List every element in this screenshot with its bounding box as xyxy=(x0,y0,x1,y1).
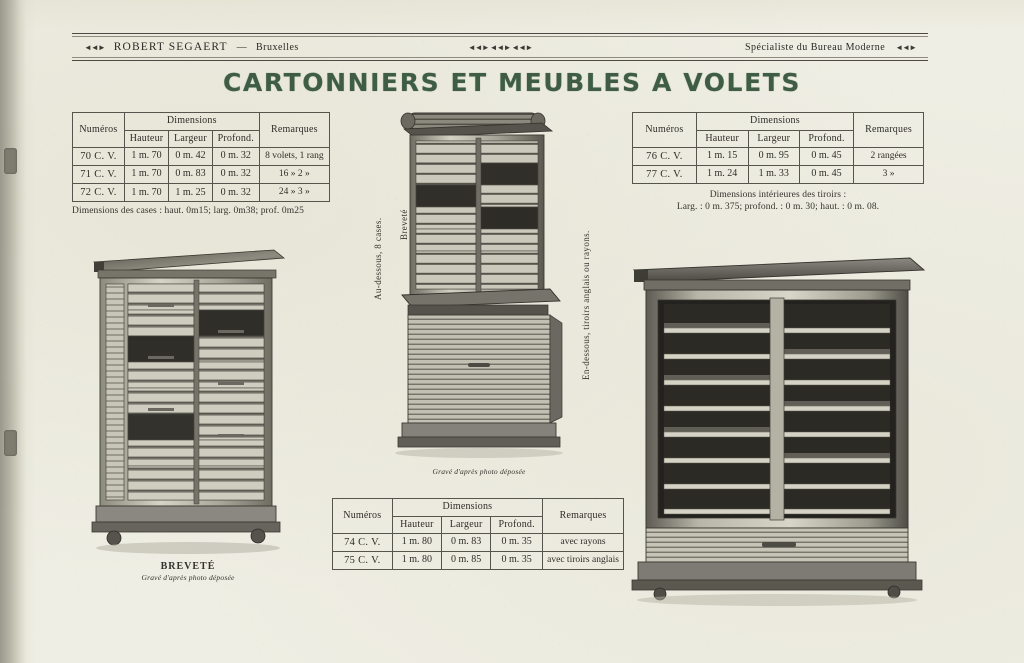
col-profond: Profond. xyxy=(212,130,259,148)
page-title: CARTONNIERS ET MEUBLES A VOLETS xyxy=(222,68,802,97)
table-header-row xyxy=(633,113,924,131)
table-row xyxy=(73,166,330,184)
col-profond: Profond. xyxy=(491,516,543,534)
binding-edge xyxy=(0,0,26,663)
cell-profond: 0 m. 32 xyxy=(212,148,259,166)
specs-table-right-container xyxy=(632,112,924,212)
figure-center-note-patent: Breveté xyxy=(399,209,409,240)
ornament-center-icon: ◄◄► ◄◄► ◄◄► xyxy=(467,42,533,52)
cell-remarques: avec rayons xyxy=(543,534,624,552)
specs-note-left: Dimensions des cases : haut. 0m15; larg. 0m38; prof. 0m25 xyxy=(72,206,304,217)
table-row xyxy=(633,148,924,166)
col-dimensions: Dimensions xyxy=(696,113,853,131)
col-hauteur: Hauteur xyxy=(696,130,748,148)
cell-remarques: 16 » 2 » xyxy=(259,166,329,184)
cell-hauteur: 1 m. 24 xyxy=(696,166,748,184)
figure-center-caption xyxy=(384,467,574,477)
col-numeros: Numéros xyxy=(633,113,697,148)
figure-center-note-below: En-dessous, tiroirs anglais ou rayons. xyxy=(581,230,591,380)
col-hauteur: Hauteur xyxy=(124,130,168,148)
binding-punch-bottom xyxy=(4,430,17,456)
table-row xyxy=(333,534,624,552)
figure-center-cabinet xyxy=(384,105,574,477)
cell-numero: 72 C. V. xyxy=(73,184,125,202)
col-largeur: Largeur xyxy=(169,130,213,148)
table-row xyxy=(73,148,330,166)
figure-left-caption xyxy=(88,560,288,583)
cell-largeur: 0 m. 85 xyxy=(442,552,491,570)
specs-table-bottom-container xyxy=(332,498,624,570)
table-row xyxy=(633,166,924,184)
col-profond: Profond. xyxy=(800,130,854,148)
figure-left-cabinet xyxy=(88,228,288,583)
illustration-cabinet-76cv xyxy=(624,248,930,608)
col-dimensions: Dimensions xyxy=(124,113,259,131)
col-largeur: Largeur xyxy=(442,516,491,534)
cell-numero: 76 C. V. xyxy=(633,148,697,166)
page-header xyxy=(72,33,928,61)
company-tagline: Spécialiste du Bureau Moderne xyxy=(744,41,886,53)
cell-profond: 0 m. 45 xyxy=(800,166,854,184)
table-header-row xyxy=(333,499,624,517)
specs-table-left-container xyxy=(72,112,330,216)
cell-profond: 0 m. 35 xyxy=(491,534,543,552)
figure-left-caption-title: BREVETÉ xyxy=(160,561,216,572)
col-hauteur: Hauteur xyxy=(392,516,441,534)
illustration-cabinet-74cv xyxy=(384,105,574,465)
company-city: Bruxelles xyxy=(255,41,299,53)
cell-hauteur: 1 m. 15 xyxy=(696,148,748,166)
col-remarques: Remarques xyxy=(543,499,624,534)
cell-hauteur: 1 m. 80 xyxy=(392,552,441,570)
specs-table-right xyxy=(632,112,924,184)
cell-largeur: 0 m. 42 xyxy=(169,148,213,166)
cell-remarques: 2 rangées xyxy=(854,148,924,166)
cell-profond: 0 m. 32 xyxy=(212,166,259,184)
cell-remarques: 24 » 3 » xyxy=(259,184,329,202)
specs-table-bottom xyxy=(332,498,624,570)
figure-right-cabinet xyxy=(624,248,930,608)
col-remarques: Remarques xyxy=(259,113,329,148)
cell-remarques: avec tiroirs anglais xyxy=(543,552,624,570)
table-row xyxy=(73,184,330,202)
figure-center-note-above: Au-dessous, 8 cases. xyxy=(373,217,383,300)
cell-remarques: 8 volets, 1 rang xyxy=(259,148,329,166)
binding-punch-top xyxy=(4,148,17,174)
specs-table-left xyxy=(72,112,330,202)
header-center xyxy=(72,42,928,53)
cell-numero: 77 C. V. xyxy=(633,166,697,184)
header-dash: — xyxy=(236,41,247,53)
cell-remarques: 3 » xyxy=(854,166,924,184)
cell-numero: 75 C. V. xyxy=(333,552,393,570)
cell-largeur: 0 m. 83 xyxy=(169,166,213,184)
cell-profond: 0 m. 45 xyxy=(800,148,854,166)
ornament-icon: ◄◄► xyxy=(84,42,105,52)
specs-note-right-1: Dimensions intérieures des tiroirs : xyxy=(709,190,847,201)
cell-largeur: 0 m. 83 xyxy=(442,534,491,552)
table-row xyxy=(333,552,624,570)
specs-note-right-2: Larg. : 0 m. 375; profond. : 0 m. 30; haut. : 0 m. 08. xyxy=(676,202,880,213)
illustration-cabinet-70cv xyxy=(88,228,288,558)
cell-hauteur: 1 m. 70 xyxy=(124,148,168,166)
company-name: ROBERT SEGAERT xyxy=(113,41,228,53)
figure-left-caption-sub: Gravé d'après photo déposée xyxy=(141,573,235,582)
cell-largeur: 0 m. 95 xyxy=(748,148,799,166)
col-remarques: Remarques xyxy=(854,113,924,148)
cell-largeur: 1 m. 33 xyxy=(748,166,799,184)
cell-profond: 0 m. 32 xyxy=(212,184,259,202)
ornament-right-icon: ◄◄► xyxy=(895,42,916,52)
col-dimensions: Dimensions xyxy=(392,499,542,517)
cell-profond: 0 m. 35 xyxy=(491,552,543,570)
col-numeros: Numéros xyxy=(73,113,125,148)
col-largeur: Largeur xyxy=(748,130,799,148)
cell-largeur: 1 m. 25 xyxy=(169,184,213,202)
cell-hauteur: 1 m. 70 xyxy=(124,184,168,202)
table-header-row xyxy=(73,113,330,131)
cell-numero: 71 C. V. xyxy=(73,166,125,184)
cell-numero: 70 C. V. xyxy=(73,148,125,166)
cell-numero: 74 C. V. xyxy=(333,534,393,552)
cell-hauteur: 1 m. 80 xyxy=(392,534,441,552)
figure-center-caption-sub: Gravé d'après photo déposée xyxy=(432,467,526,476)
col-numeros: Numéros xyxy=(333,499,393,534)
cell-hauteur: 1 m. 70 xyxy=(124,166,168,184)
